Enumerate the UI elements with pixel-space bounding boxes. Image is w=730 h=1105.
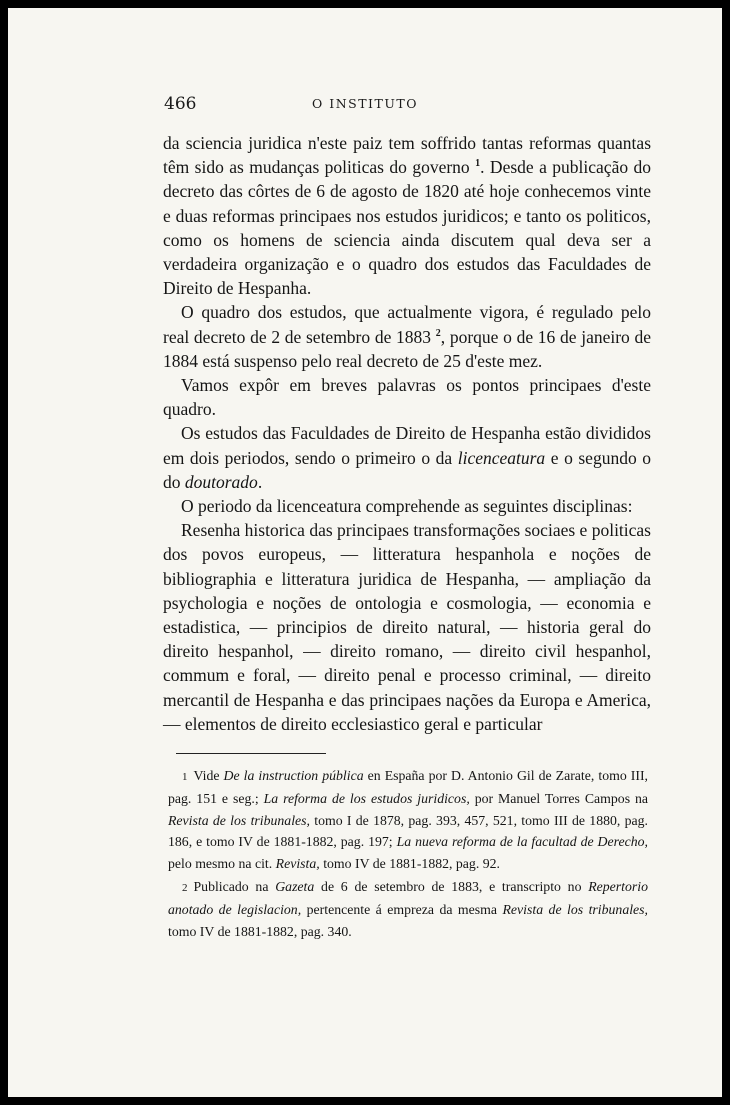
footnote-ref-1[interactable]: 1 xyxy=(475,158,481,170)
paragraph-5: O periodo da licenceatura comprehende as seguintes disciplinas: xyxy=(181,496,633,517)
book-page xyxy=(8,8,722,1097)
paragraph-1: da sciencia juridica n'este paiz tem soffrido tantas reformas quantas têm sido as mudanças politicas do governo $^1$. Desde a publicação do decreto das côrtes de 6 de agosto de 1820 até hoje conhecemos vinte e duas reformas principaes nos estudos juridicos; e tanto os politicos, como os homens de sciencia ainda discutem qual deva ser a verdadeira organização e o quadro dos estudos das Faculdades de Direito de Hespanha. xyxy=(163,133,652,299)
footnote-1: 1 Vide De la instruction pública en España por D. Antonio Gil de Zarate, tomo III, pag. 151 e seg.; La reforma de los estudos juridicos, por Manuel Torres Campos na Revista de los tribunales, tomo I de 1878, pag. 393, 457, 521, tomo III de 1880, pag. 186, e tomo IV de 1881-1882, pag. 197; La nueva reforma de la facultad de Derecho, pelo mesmo na cit. Revista, tomo IV de 1881-1882, pag. 92. xyxy=(168,768,649,871)
page-number: 466 xyxy=(164,94,197,114)
running-title: O INSTITUTO xyxy=(312,96,418,111)
paragraph-6: Resenha historica das principaes transformações sociaes e politicas dos povos europeus, — litteratura hespanhola e noções de bibliographia e litteratura juridica de Hespanha, — ampliação da psychologia e noções de ontologia e cosmologia, — economia e estadistica, — principios de direito natural, — historia geral do direito hespanhol, — direito romano, — direito civil hespanhol, commum e foral, — direito penal e processo criminal, — direito mercantil de Hespanha e das principaes nações da Europa e America, — elementos de direito ecclesiastico geral e particular xyxy=(163,520,651,734)
main-text xyxy=(163,131,651,736)
paragraph-4: Os estudos das Faculdades de Direito de Hespanha estão divididos em dois periodos, sendo o primeiro o da licenceatura e o segundo o do doutorado. xyxy=(163,423,651,492)
running-header xyxy=(8,94,722,116)
paragraph-2: O quadro dos estudos, que actualmente vigora, é regulado pelo real decreto de 2 de setembro de 1883 $^2$, porque o de 16 de janeiro de 1884 está suspenso pelo real decreto de 25 d'este mez. xyxy=(163,302,652,371)
paragraph-3: Vamos expôr em breves palavras os pontos principaes d'este quadro. xyxy=(163,375,651,420)
footnotes xyxy=(168,765,648,944)
footnote-ref-2[interactable]: 2 xyxy=(435,327,441,339)
footnote-divider xyxy=(176,753,326,754)
footnote-2: 2 Publicado na Gazeta de 6 de setembro de 1883, e transcripto no Repertorio anotado de legislacion, pertencente á empreza da mesma Revista de los tribunales, tomo IV de 1881-1882, pag. 340. xyxy=(168,879,649,939)
